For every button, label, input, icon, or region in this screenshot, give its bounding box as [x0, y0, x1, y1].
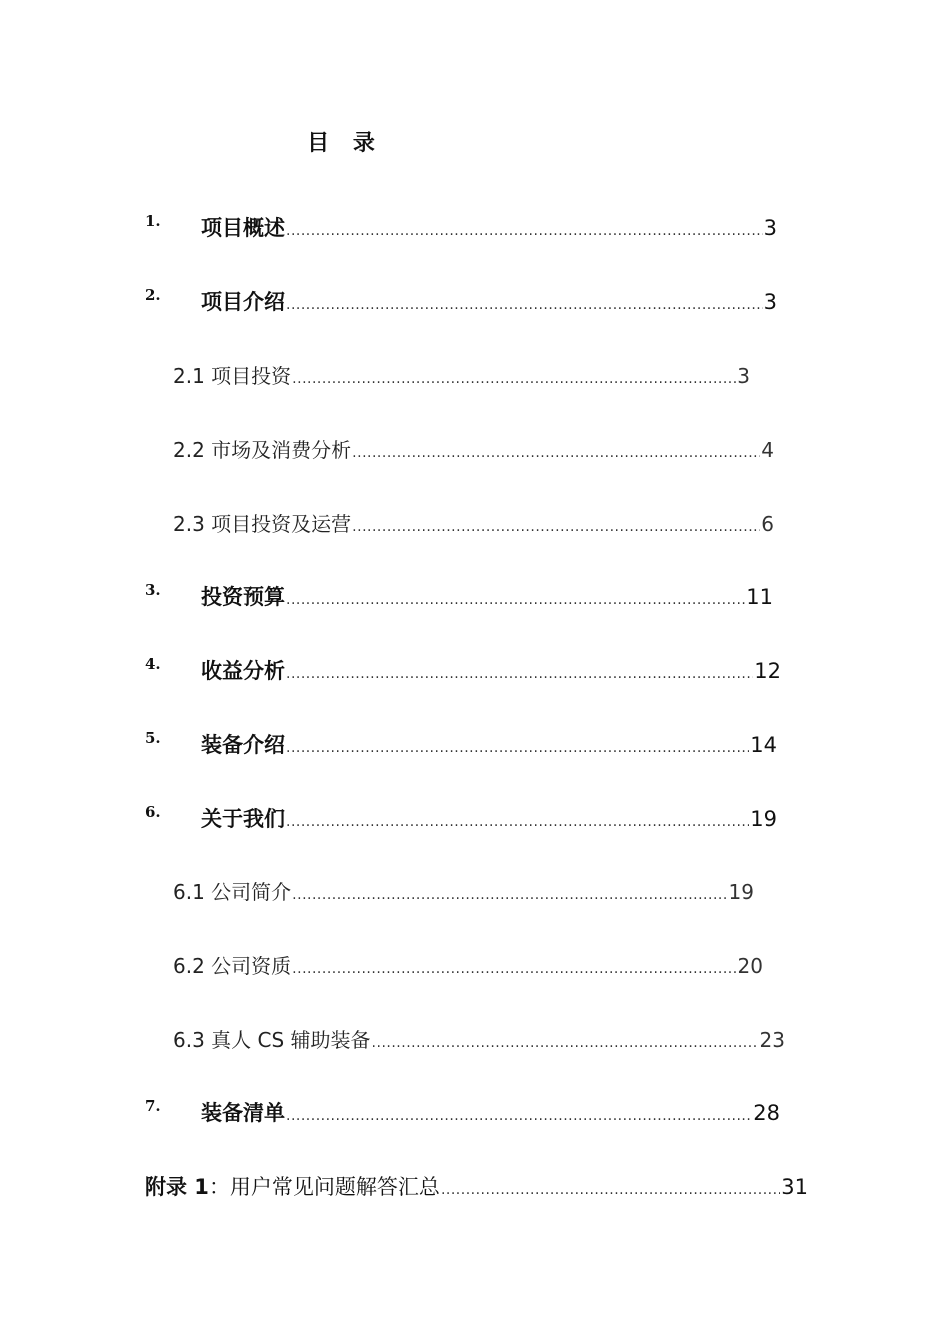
toc-entry-page: 3 — [737, 364, 750, 388]
toc-subentry[interactable] — [173, 876, 754, 910]
toc-entry-number: 7. — [145, 1097, 161, 1115]
toc-entry-label: 项目概述 — [201, 216, 285, 240]
toc-leader-dots — [286, 666, 753, 682]
toc-entry-page: 14 — [750, 733, 777, 757]
toc-leader-dots — [292, 961, 736, 977]
toc-entry-label: 6.2 公司资质 — [173, 954, 292, 978]
toc-entry-label: 关于我们 — [201, 807, 285, 831]
toc-entry-label: 装备清单 — [201, 1101, 285, 1125]
toc-entry-page: 4 — [761, 438, 774, 462]
toc-appendix-entry[interactable] — [145, 1171, 808, 1205]
toc-leader-dots — [441, 1182, 780, 1198]
toc-entry-number: 6. — [145, 803, 161, 821]
toc-entry[interactable] — [145, 1097, 780, 1131]
toc-entry-page: 19 — [728, 880, 754, 904]
toc-entry-label: 项目介绍 — [201, 290, 285, 314]
toc-entry[interactable] — [145, 212, 777, 246]
toc-leader-dots — [352, 445, 760, 461]
toc-entry-label: 收益分析 — [201, 659, 285, 683]
toc-entry-page: 23 — [759, 1028, 785, 1052]
toc-leader-dots — [352, 519, 760, 535]
toc-entry[interactable] — [145, 729, 777, 763]
toc-entry-label: 2.3 项目投资及运营 — [173, 512, 352, 536]
toc-entry-page: 6 — [761, 512, 774, 536]
toc-entry-label: 投资预算 — [201, 585, 285, 609]
toc-entry-label: 2.1 项目投资 — [173, 364, 292, 388]
toc-entry-label: 装备介绍 — [201, 733, 285, 757]
toc-leader-dots — [286, 297, 763, 313]
toc-entry[interactable] — [145, 803, 777, 837]
toc-entry-page: 31 — [781, 1175, 808, 1199]
toc-leader-dots — [292, 887, 727, 903]
toc-entry[interactable] — [145, 581, 773, 615]
toc-leader-dots — [286, 740, 749, 756]
toc-entry-label: 6.3 真人 CS 辅助装备 — [173, 1028, 371, 1052]
toc-subentry[interactable] — [173, 1024, 785, 1058]
toc-entry-number: 1. — [145, 212, 161, 230]
toc-leader-dots — [292, 371, 736, 387]
toc-entry-number: 2. — [145, 286, 161, 304]
toc-subentry[interactable] — [173, 508, 774, 542]
toc-subentry[interactable] — [173, 360, 750, 394]
toc-entry-label: 2.2 市场及消费分析 — [173, 438, 352, 462]
toc-entry[interactable] — [145, 655, 781, 689]
toc-leader-dots — [286, 223, 763, 239]
toc-entry-page: 28 — [753, 1101, 780, 1125]
toc-entry[interactable] — [145, 286, 777, 320]
toc-entry-number: 4. — [145, 655, 161, 673]
appendix-prefix: 附录 1 — [145, 1175, 209, 1199]
appendix-label — [145, 1171, 440, 1201]
toc-entry-page: 19 — [750, 807, 777, 831]
toc-entry-number: 5. — [145, 729, 161, 747]
toc-leader-dots — [286, 814, 749, 830]
toc-subentry[interactable] — [173, 950, 763, 984]
toc-entry-number: 3. — [145, 581, 161, 599]
toc-leader-dots — [286, 592, 745, 608]
toc-entry-page: 20 — [737, 954, 763, 978]
toc-title: 目 录 — [307, 131, 383, 156]
toc-subentry[interactable] — [173, 434, 774, 468]
toc-entry-page: 11 — [746, 585, 773, 609]
toc-entry-label: 6.1 公司简介 — [173, 880, 292, 904]
toc-entry-page: 3 — [763, 290, 777, 314]
toc-leader-dots — [286, 1108, 752, 1124]
toc-leader-dots — [372, 1035, 759, 1051]
toc-entry-page: 3 — [763, 216, 777, 240]
toc-entry-page: 12 — [754, 659, 781, 683]
appendix-title: ：用户常见问题解答汇总 — [208, 1175, 440, 1199]
